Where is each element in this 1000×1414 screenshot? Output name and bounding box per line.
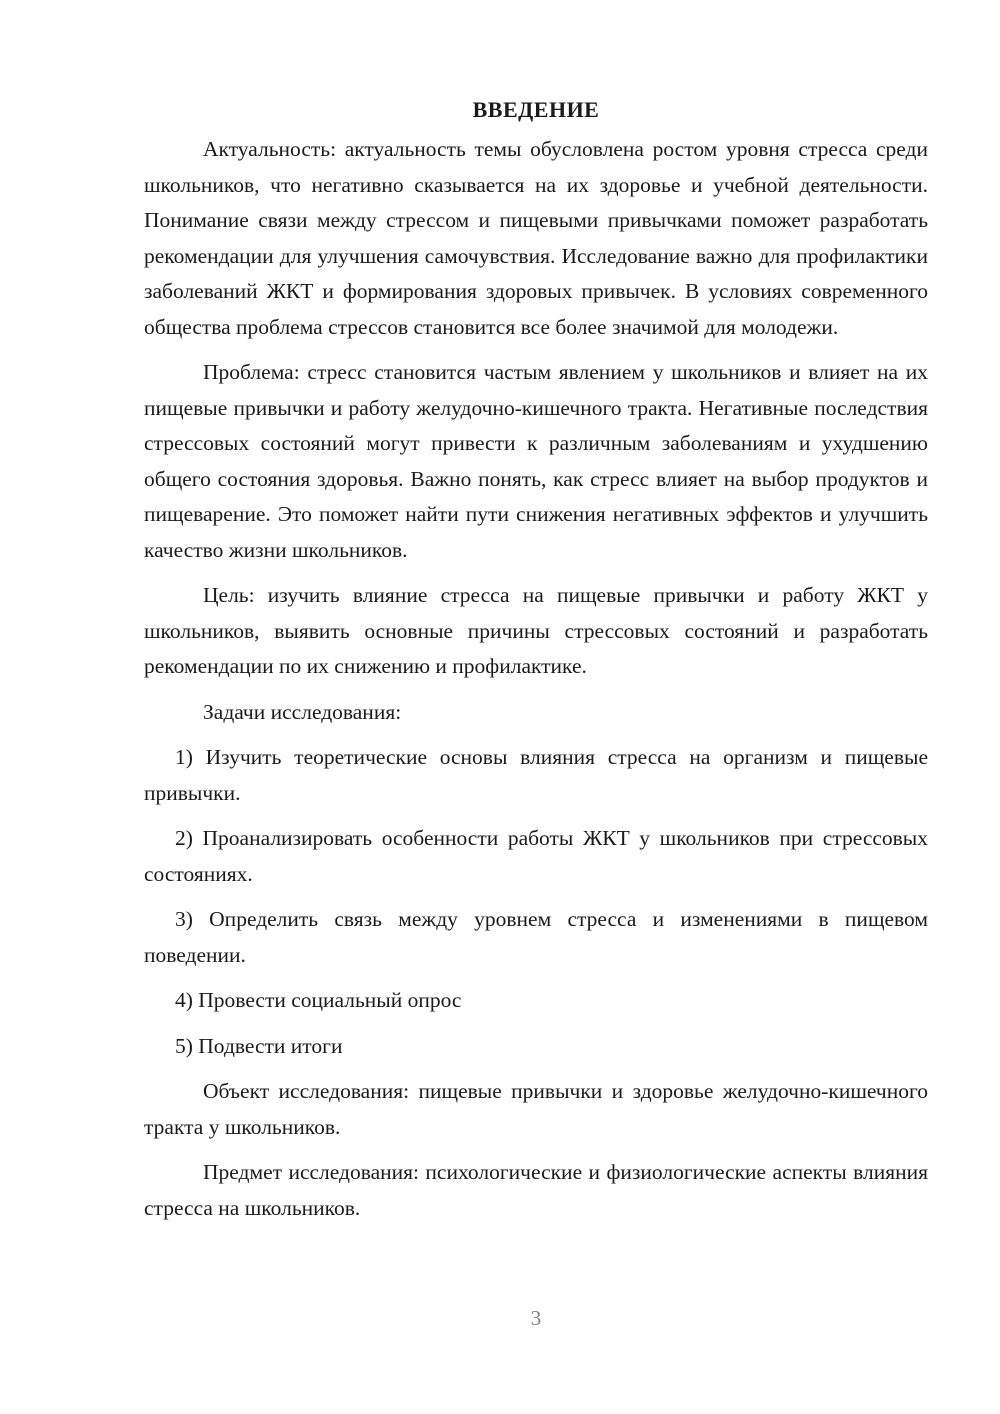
object-paragraph: Объект исследования: пищевые привычки и здоровье желудочно-кишечного тракта у школьников. [144,1079,928,1139]
task-item: 5) Подвести итоги [175,1033,343,1058]
goal-paragraph: Цель: изучить влияние стресса на пищевые привычки и работу ЖКТ у школьников, выявить основные причины стрессовых состояний и разработать рекомендации по их снижению и профилактике. [144,583,928,678]
task-item: 4) Провести социальный опрос [175,988,462,1012]
problem-paragraph: Проблема: стресс становится частым явлением у школьников и влияет на их пищевые привычки и работу желудочно-кишечного тракта. Негативные последствия стрессовых состояний могут привести к различным заболеваниям и ухудшению общего состояния здоровья. Важно понять, как стресс влияет на выбор продуктов и пищеварение. Это поможет найти пути снижения негативных эффектов и улучшить качество жизни школьников. [144,360,928,562]
subject-paragraph: Предмет исследования: психологические и физиологические аспекты влияния стресса на школьников. [144,1160,928,1220]
task-item: 3) Определить связь между уровнем стресса и изменениями в пищевом поведении. [144,907,928,967]
relevance-paragraph: Актуальность: актуальность темы обусловлена ростом уровня стресса среди школьников, что негативно сказывается на их здоровье и учебной деятельности. Понимание связи между стрессом и пищевыми привычками поможет разработать рекомендации для улучшения самочувствия. Исследование важно для профилактики заболеваний ЖКТ и формирования здоровых привычек. В условиях современного общества проблема стрессов становится все более значимой для молодежи. [144,137,928,339]
tasks-heading: Задачи исследования: [203,699,402,724]
section-title: ВВЕДЕНИЕ [472,97,600,122]
task-item: 2) Проанализировать особенности работы ЖКТ у школьников при стрессовых состояниях. [144,826,928,886]
task-item: 1) Изучить теоретические основы влияния стресса на организм и пищевые привычки. [144,745,928,805]
document-page [144,92,928,1236]
page-number: 3 [530,1306,542,1330]
